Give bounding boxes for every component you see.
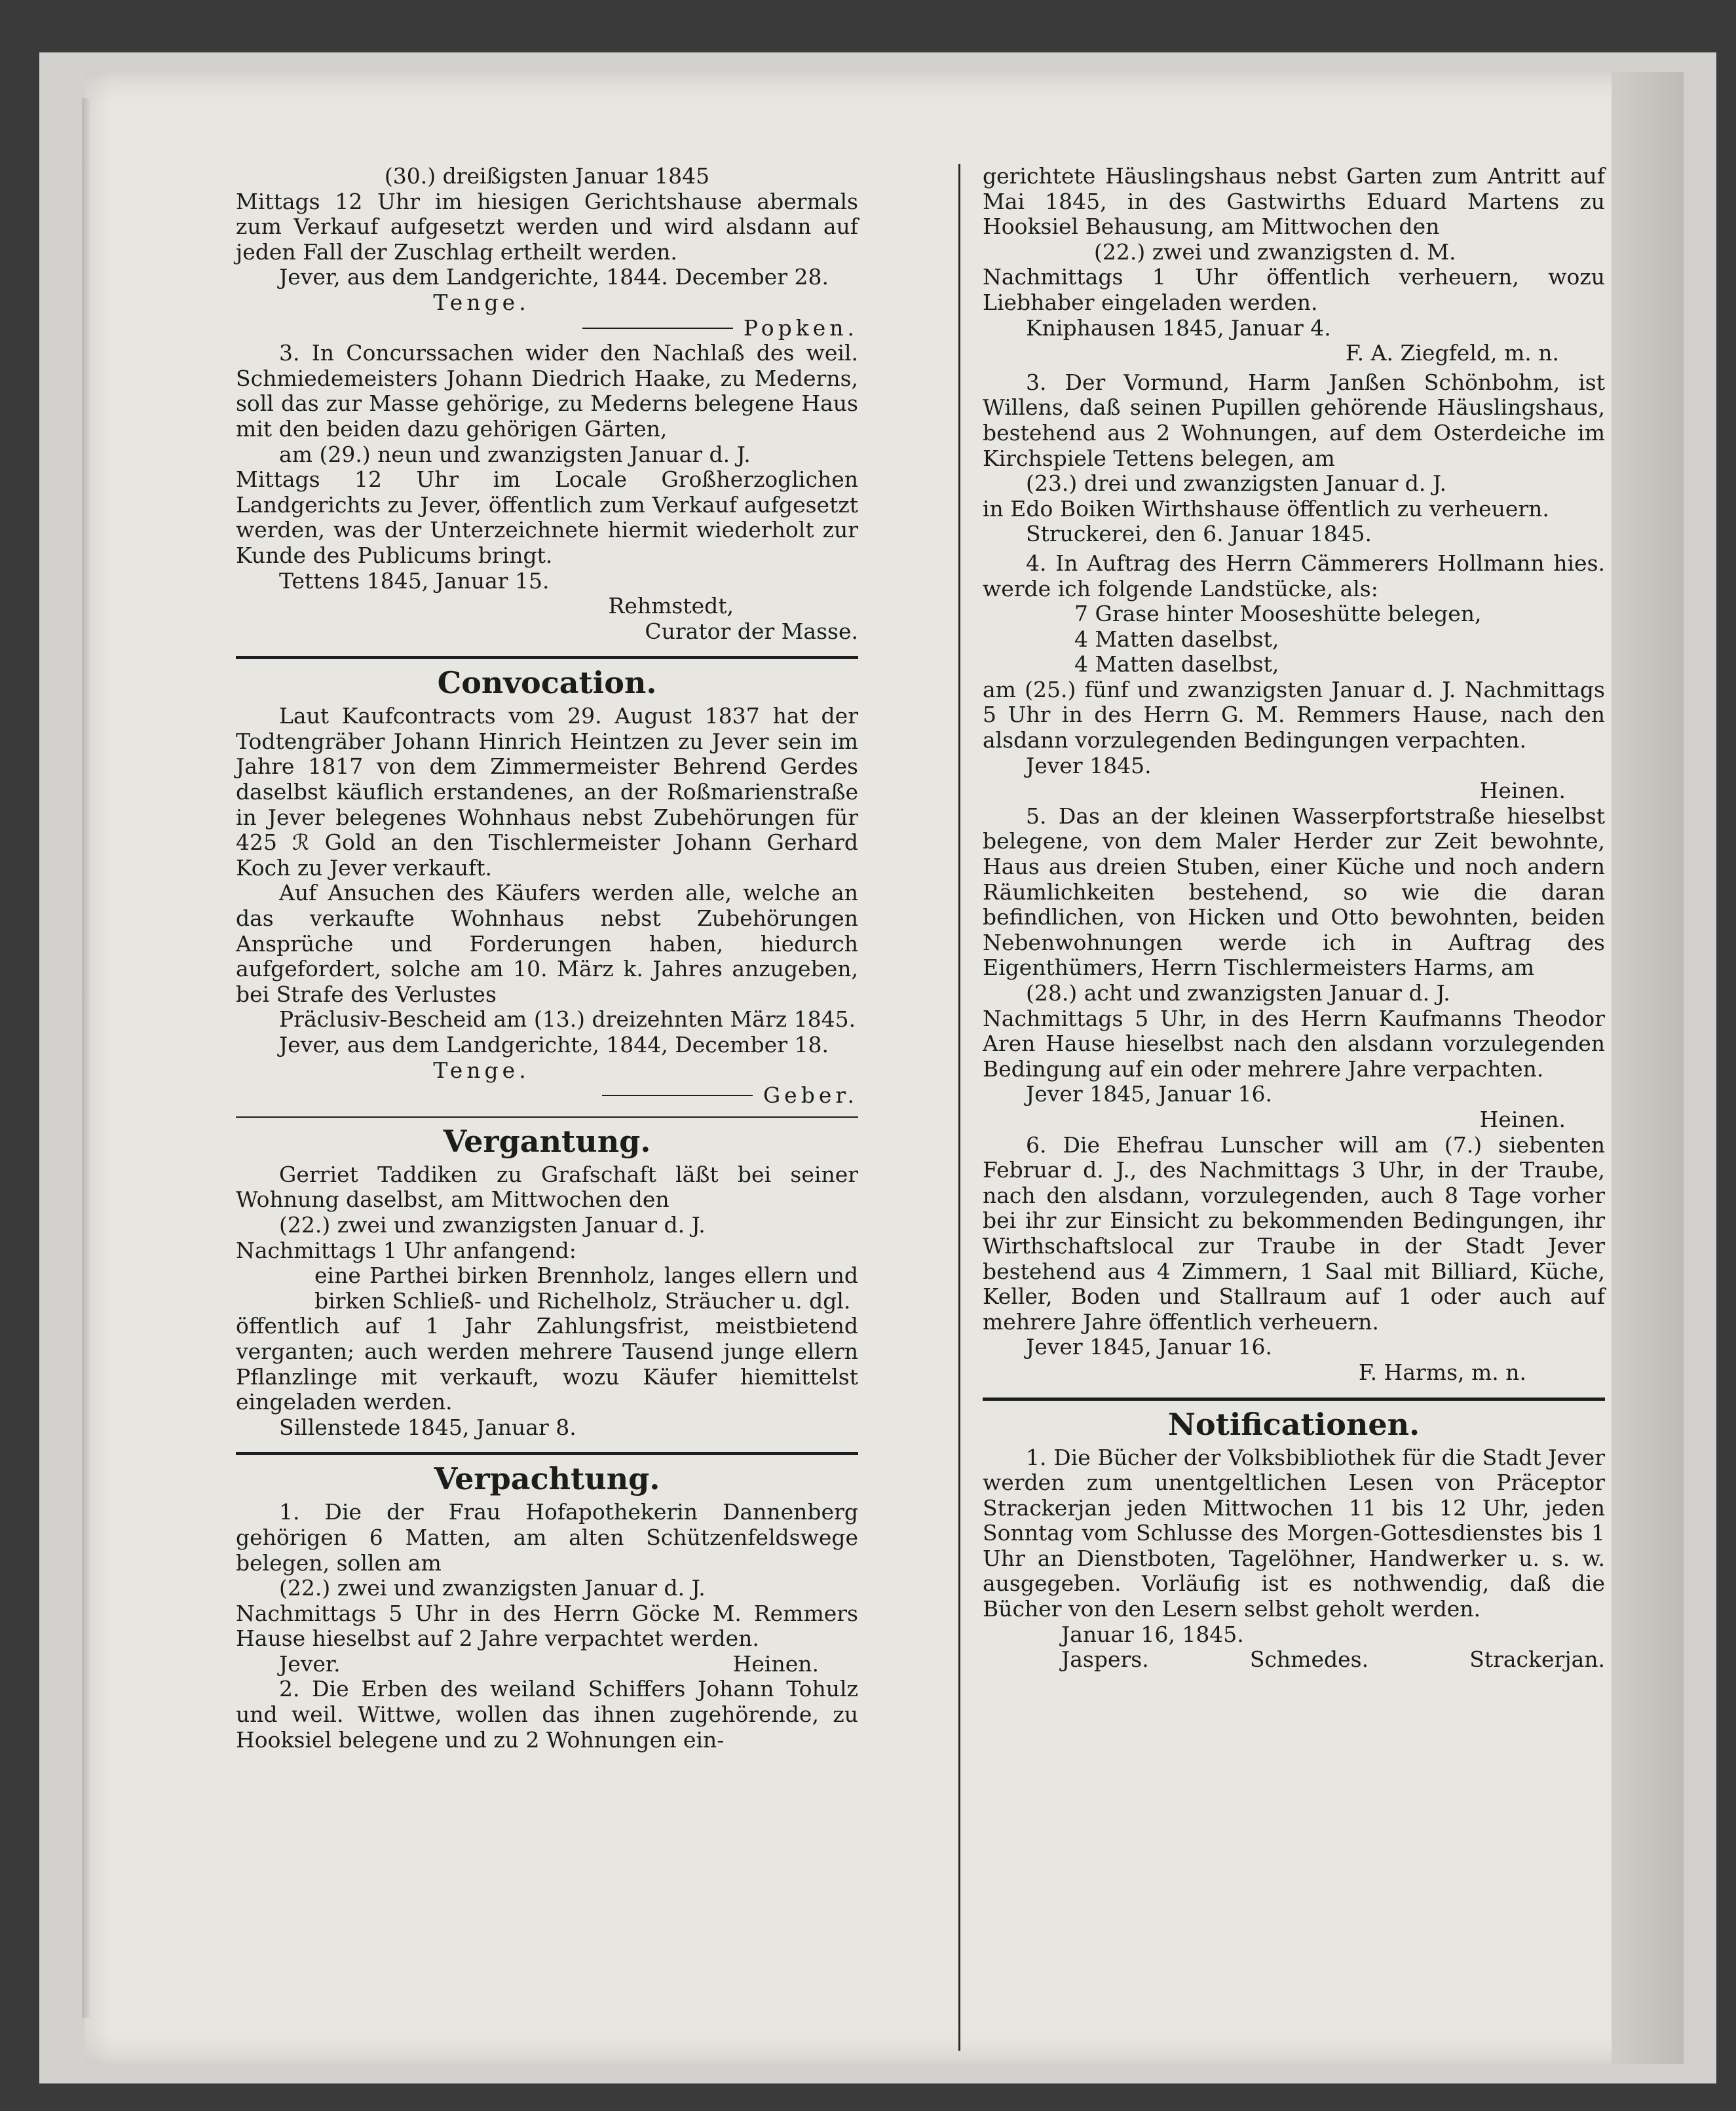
signer: Tenge. [433, 1057, 530, 1083]
notice-body: 2. Die Erben des weiland Schiffers Johann Tohulz und weil. Wittwe, wollen das ihnen zugehörende, zu Hooksiel belegene und zu 2 Wohnungen ein- [236, 1676, 858, 1753]
section-rule [236, 1116, 858, 1118]
notice-body: 4. In Auftrag des Herrn Cämmerers Hollmann hies. werde ich folgende Landstücke, als: [983, 550, 1605, 601]
notice-body: Laut Kaufcontracts vom 29. August 1837 hat der Todtengräber Johann Hinrich Heintzen zu Jever sein im Jahre 1817 von dem Zimmermeister Behrend Gerdes daselbst käuflich erstandenes, an der Roßmarienstraße in Jever belegenes Wohnhaus nebst Zubehörungen für 425 ℛ Gold an den Tischlermeister Johann Gerhard Koch zu Jever verkauft. [236, 703, 858, 881]
place-date: Tettens 1845, Januar 15. [279, 567, 550, 594]
clerk-signature [236, 316, 858, 341]
notice-body: Mittags 12 Uhr im hiesigen Gerichtshause abermals zum Verkauf aufgesetzt werden und wird alsdann auf jeden Fall der Zuschlag ertheilt werden. [236, 188, 858, 265]
signer: Heinen. [732, 1650, 819, 1677]
place-date: Jever, aus dem Landgerichte, 1844. December 28. [279, 264, 829, 290]
notice-body: in Edo Boiken Wirthshause öffentlich zu verheuern. [983, 495, 1549, 522]
place-date: Jever 1845, Januar 16. [1026, 1334, 1272, 1360]
page-edge [1612, 72, 1684, 2064]
place-date: Jever 1845, Januar 16. [1026, 1081, 1272, 1107]
date-line: am (29.) neun und zwanzigsten Januar d. J. [279, 441, 751, 467]
goods-list: eine Parthei birken Brennholz, langes ellern und birken Schließ- und Richelholz, Sträucher u. dgl. [314, 1263, 858, 1314]
section-heading: Vergantung. [443, 1123, 651, 1159]
clerk-name: Geber. [763, 1082, 858, 1109]
notice-body: gerichtete Häuslingshaus nebst Garten zum Antritt auf Mai 1845, in des Gastwirths Eduard Martens zu Hooksiel Behausung, am Mittwochen den [983, 163, 1605, 240]
signer-title: Curator der Masse. [645, 618, 858, 644]
notice-body: öffentlich auf 1 Jahr Zahlungsfrist, meistbietend verganten; auch werden mehrere Tausend junge ellern Pflanzlinge mit verkauft, wozu Käufer hiemittelst eingeladen werden. [236, 1313, 858, 1415]
signer: Tenge. [433, 289, 530, 315]
notice-body: Gerriet Taddiken zu Grafschaft läßt bei seiner Wohnung daselbst, am Mittwochen den [236, 1161, 858, 1213]
signature: Strackerjan. [1469, 1646, 1605, 1673]
notice-date: Januar 16, 1845. [1061, 1621, 1244, 1647]
signature-rule [602, 1095, 753, 1096]
right-column [983, 164, 1605, 1673]
signer: F. Harms, m. n. [1358, 1359, 1526, 1385]
notice-body: Mittags 12 Uhr im Locale Großherzoglichen Landgerichts zu Jever, öffentlich zum Verkauf aufgesetzt werden, was der Unterzeichnete hiermit wiederholt zur Kunde des Publicums bringt. [236, 466, 858, 568]
notice-body: Präclusiv-Bescheid am (13.) dreizehnten März 1845. [279, 1006, 856, 1033]
notice-body: am (25.) fünf und zwanzigsten Januar d. J. Nachmittags 5 Uhr in des Herrn G. M. Remmers Hause, nach den alsdann vorzulegenden Bedingungen verpachten. [983, 676, 1605, 753]
signer: Heinen. [1479, 1106, 1566, 1132]
page-fold [82, 98, 91, 2018]
date-line: (30.) dreißigsten Januar 1845 [384, 163, 710, 189]
section-rule [236, 656, 858, 659]
place-date: Kniphausen 1845, Januar 4. [1026, 314, 1331, 341]
signer: Rehmstedt, [608, 593, 734, 619]
signer: Heinen. [1479, 778, 1566, 804]
place-date: Jever 1845. [1026, 752, 1152, 778]
land-list-item: 7 Grase hinter Mooseshütte belegen, [1074, 601, 1482, 627]
signature-rule [582, 328, 733, 329]
date-line: (22.) zwei und zwanzigsten Januar d. J. [279, 1575, 706, 1601]
section-heading: Notificationen. [1167, 1406, 1420, 1442]
notice-body: 3. Der Vormund, Harm Janßen Schönbohm, ist Willens, daß seinen Pupillen gehörende Häuslingshaus, bestehend aus 2 Wohnungen, auf dem Osterdeiche im Kirchspiele Tettens belegen, am [983, 369, 1605, 471]
signatures-row [983, 1647, 1605, 1673]
section-rule [983, 1398, 1605, 1401]
section-rule [236, 1452, 858, 1455]
date-line: (22.) zwei und zwanzigsten Januar d. J. [279, 1211, 706, 1238]
notice-body: 6. Die Ehefrau Lunscher will am (7.) siebenten Februar d. J., des Nachmittags 3 Uhr, in der Traube, nach den alsdann, vorzulegenden, auch 8 Tage vorher bei ihr zur Einsicht zu bekommenden Bedingungen, ihr Wirthschaftslocal zur Traube in der Stadt Jever bestehend aus 4 Zimmern, 1 Saal mit Billiard, Küche, Keller, Boden und Stallraum auf 1 oder auch auf mehrere Jahre öffentlich verheuern. [983, 1132, 1605, 1335]
notice-body: Nachmittags 1 Uhr anfangend: [236, 1237, 576, 1263]
place-date: Jever, aus dem Landgerichte, 1844, December 18. [279, 1032, 829, 1057]
land-list-item: 4 Matten daselbst, [1074, 626, 1279, 652]
notice-body: Nachmittags 5 Uhr, in des Herrn Kaufmanns Theodor Aren Hause hieselbst nach den alsdann vorzulegenden Bedingung auf ein oder mehrere Jahre verpachten. [983, 1005, 1605, 1082]
place: Jever. [279, 1650, 341, 1677]
notice-body: Auf Ansuchen des Käufers werden alle, welche an das verkaufte Wohnhaus nebst Zubehörungen Ansprüche und Forderungen haben, hiedurch aufgefordert, solche am 10. März k. Jahres anzugeben, bei Strafe des Verlustes [236, 880, 858, 1007]
notice-body: Nachmittags 1 Uhr öffentlich verheuern, wozu Liebhaber eingeladen werden. [983, 264, 1605, 315]
column-divider [958, 164, 960, 2051]
place-signer-row [236, 1652, 858, 1677]
notice-body: 3. In Concurssachen wider den Nachlaß des weil. Schmiedemeisters Johann Diedrich Haake, zu Mederns, soll das zur Masse gehörige, zu Mederns belegene Haus mit den beiden dazu gehörigen Gärten, [236, 340, 858, 442]
place-date: Sillenstede 1845, Januar 8. [279, 1414, 576, 1440]
notice-body: Nachmittags 5 Uhr in des Herrn Göcke M. Remmers Hause hieselbst auf 2 Jahre verpachtet werden. [236, 1600, 858, 1652]
signer: F. A. Ziegfeld, m. n. [1345, 340, 1559, 366]
notice-body: 1. Die Bücher der Volksbibliothek für die Stadt Jever werden zum unentgeltlichen Lesen von Präceptor Strackerjan jeden Mittwochen 11 bis 12 Uhr, jeden Sonntag vom Schlusse des Morgen-Gottesdienstes bis 1 Uhr an Dienstboten, Tagelöhner, Handwerker u. s. w. ausgegeben. Vorläufig ist es nothwendig, daß die Bücher von den Lesern selbst geholt werden. [983, 1444, 1605, 1622]
notice-body: 1. Die der Frau Hofapothekerin Dannenberg gehörigen 6 Matten, am alten Schützenfeldswege belegen, sollen am [236, 1499, 858, 1576]
left-column [236, 164, 858, 1753]
clerk-name: Popken. [743, 314, 858, 341]
place-date: Struckerei, den 6. Januar 1845. [1026, 521, 1372, 547]
signature: Jaspers. [1061, 1646, 1149, 1673]
land-list-item: 4 Matten daselbst, [1074, 651, 1279, 677]
date-line: (28.) acht und zwanzigsten Januar d. J. [1026, 980, 1450, 1006]
date-line: (22.) zwei und zwanzigsten d. M. [1094, 238, 1456, 265]
clerk-signature [236, 1083, 858, 1109]
date-line: (23.) drei und zwanzigsten Januar d. J. [1026, 470, 1447, 497]
notice-body: 5. Das an der kleinen Wasserpfortstraße hieselbst belegene, von dem Maler Herder zur Zeit bewohnte, Haus aus dreien Stuben, einer Küche und noch andern Räumlichkeiten bestehend, so wie die daran befindlichen, von Hicken und Otto bewohnten, beiden Nebenwohnungen werde ich in Auftrag des Eigenthümers, Herrn Tischlermeisters Harms, am [983, 803, 1605, 981]
section-heading: Convocation. [437, 665, 657, 701]
signature: Schmedes. [1249, 1646, 1369, 1673]
section-heading: Verpachtung. [434, 1461, 660, 1497]
